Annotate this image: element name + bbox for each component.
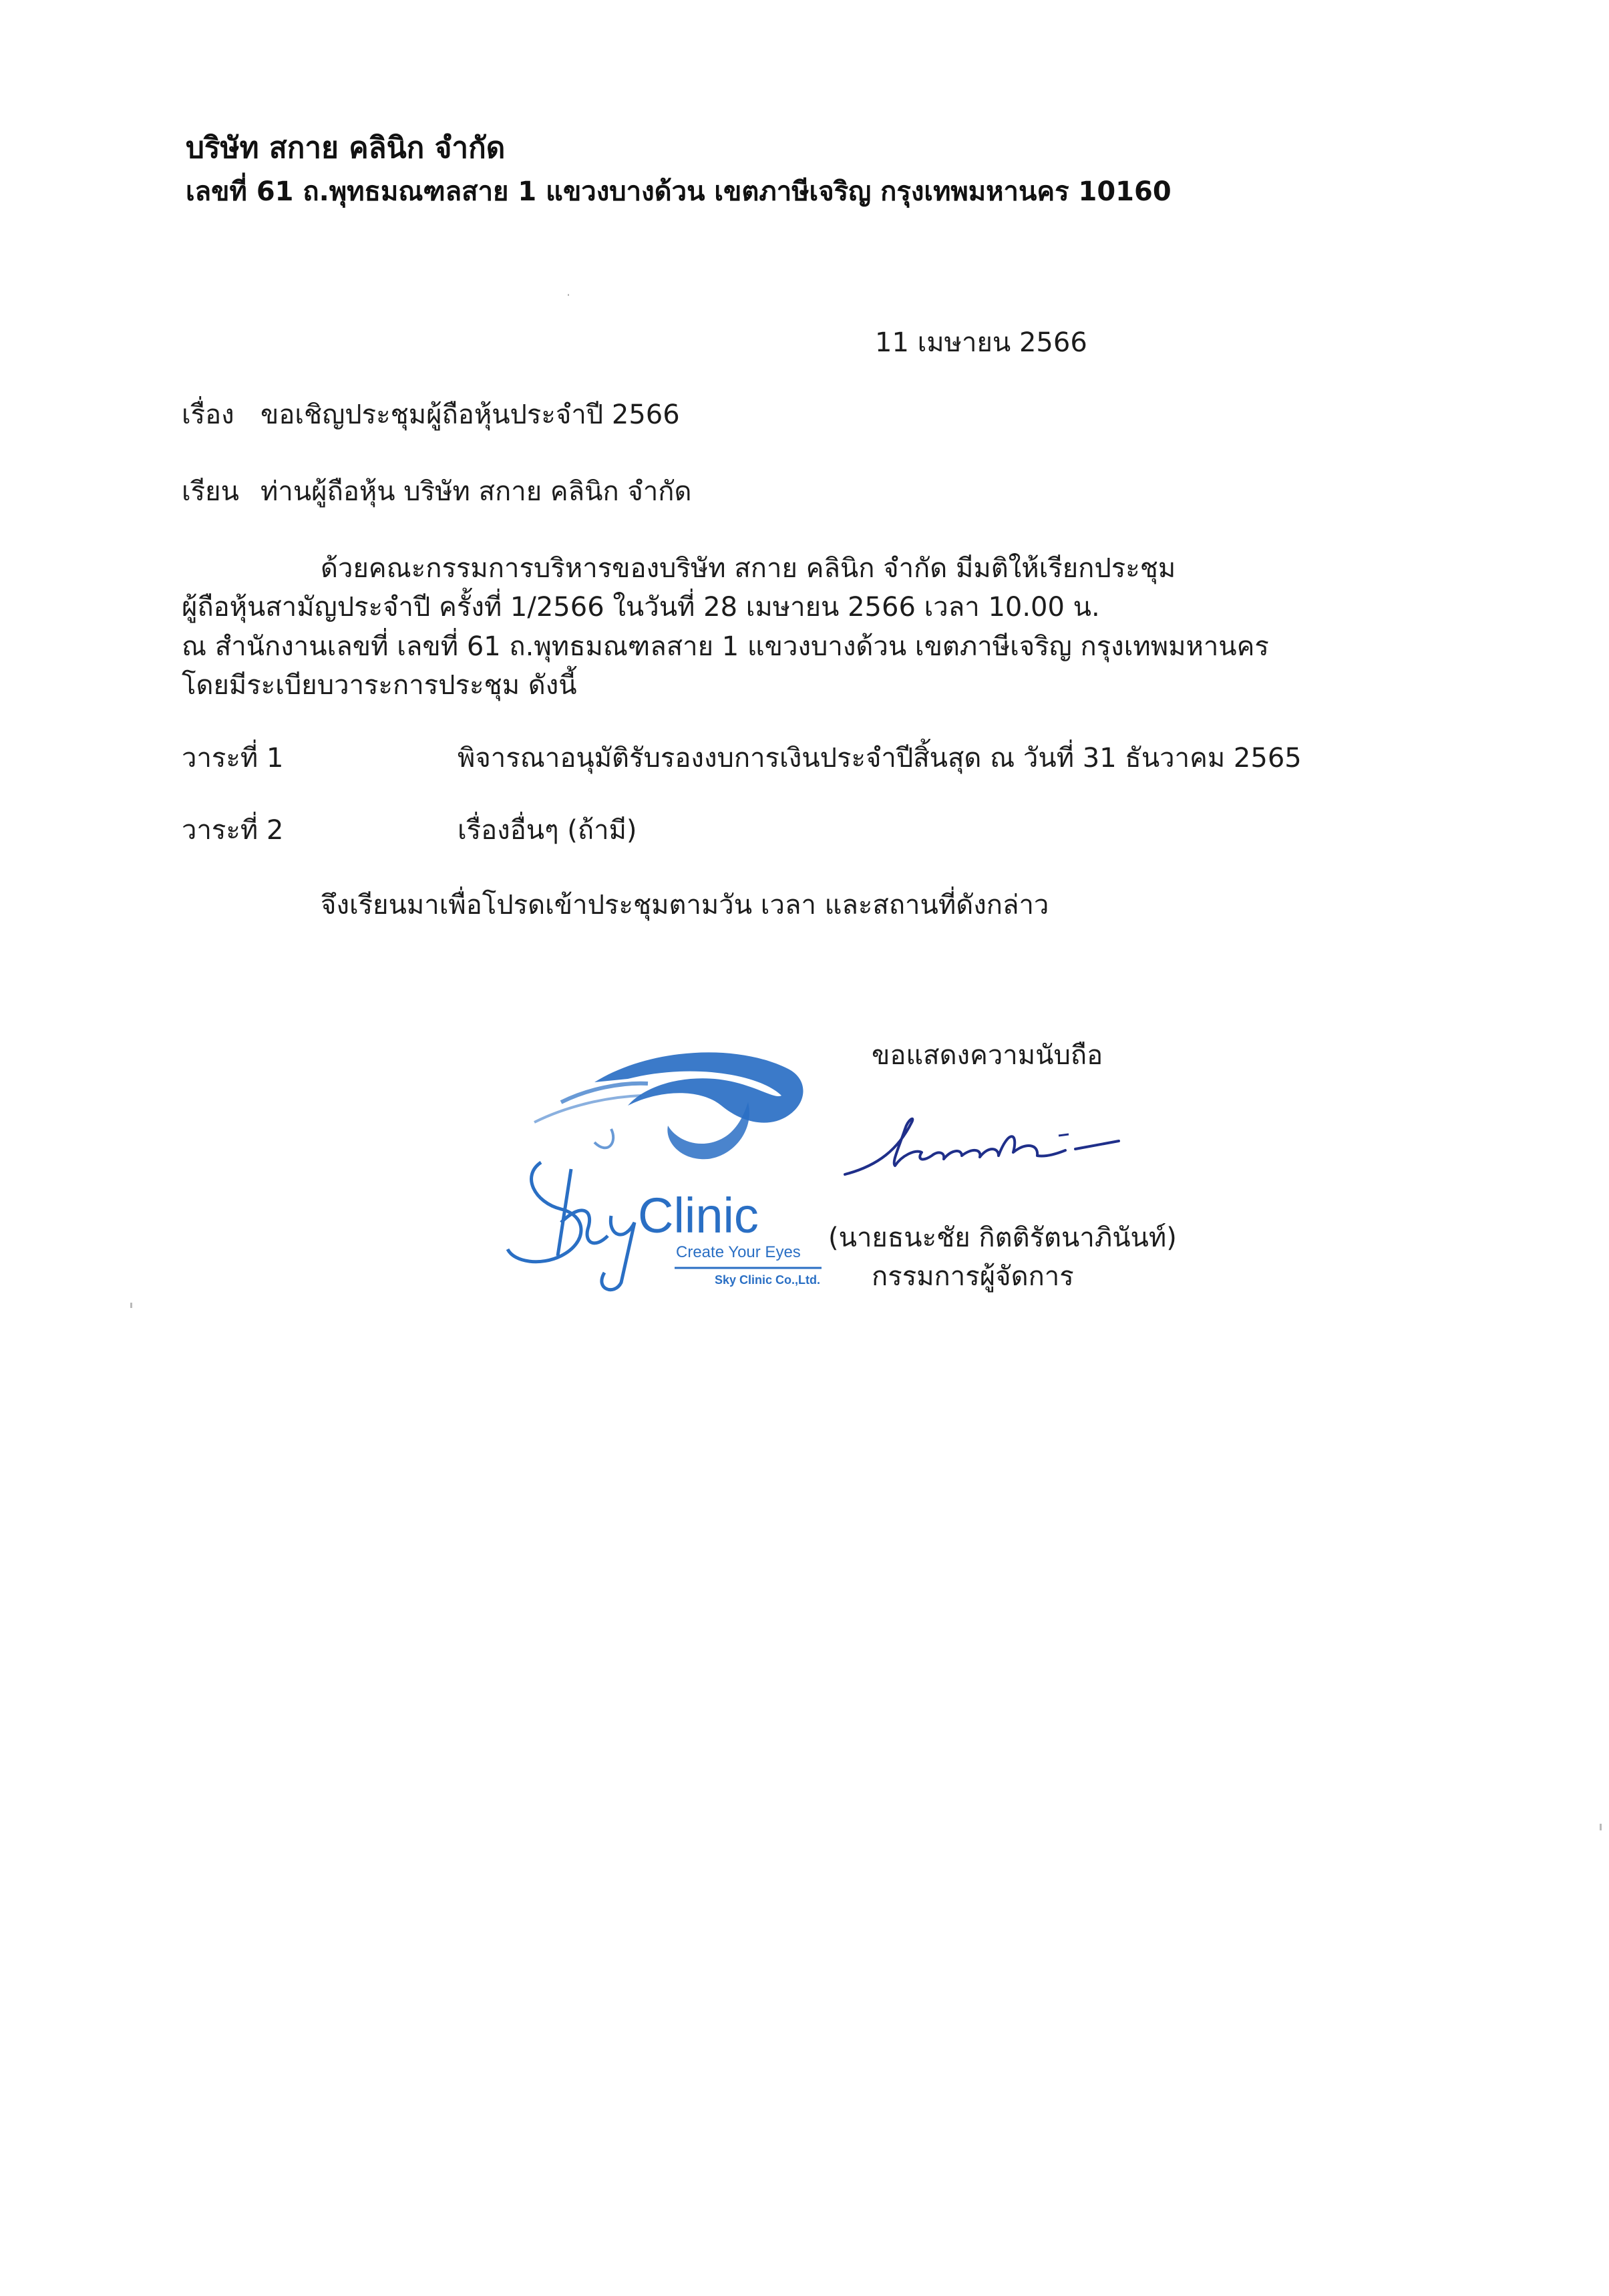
agenda-label: วาระที่ 2 — [182, 815, 284, 846]
company-name: บริษัท สกาย คลินิก จำกัด — [186, 131, 506, 165]
body-line: ด้วยคณะกรรมการบริหารของบริษัท สกาย คลินิก จำกัด มีมติให้เรียกประชุม — [321, 553, 1176, 584]
body-line: ณ สำนักงานเลขที่ เลขที่ 61 ถ.พุทธมณฑลสาย 1 แขวงบางด้วน เขตภาษีเจริญ กรุงเทพมหานคร — [182, 631, 1269, 662]
company-stamp — [494, 1042, 848, 1296]
scan-speck — [130, 1303, 132, 1308]
letter-date: 11 เมษายน 2566 — [875, 327, 1087, 358]
signer-name: (นายธนะชัย กิตติรัตนาภินันท์) — [828, 1222, 1177, 1253]
to-label: เรียน — [182, 476, 239, 507]
stamp-company: Sky Clinic Co.,Ltd. — [715, 1273, 821, 1287]
agenda-text: พิจารณาอนุมัติรับรองงบการเงินประจำปีสิ้นสุด ณ วันที่ 31 ธันวาคม 2565 — [458, 743, 1302, 774]
signature-icon — [838, 1102, 1132, 1202]
regards-text: ขอแสดงความนับถือ — [872, 1040, 1103, 1071]
eye-swoosh-icon — [494, 1042, 848, 1296]
company-address: เลขที่ 61 ถ.พุทธมณฑลสาย 1 แขวงบางด้วน เขตภาษีเจริญ กรุงเทพมหานคร 10160 — [186, 176, 1172, 207]
stamp-brand: Clinic — [638, 1188, 759, 1243]
body-line: ผู้ถือหุ้นสามัญประจำปี ครั้งที่ 1/2566 ในวันที่ 28 เมษายน 2566 เวลา 10.00 น. — [182, 592, 1100, 623]
to-text: ท่านผู้ถือหุ้น บริษัท สกาย คลินิก จำกัด — [260, 476, 692, 507]
body-line: โดยมีระเบียบวาระการประชุม ดังนี้ — [182, 670, 577, 701]
signature — [838, 1102, 1132, 1202]
subject-text: ขอเชิญประชุมผู้ถือหุ้นประจำปี 2566 — [260, 399, 680, 430]
scan-speck — [1600, 1824, 1602, 1830]
closing-text: จึงเรียนมาเพื่อโปรดเข้าประชุมตามวัน เวลา และสถานที่ดังกล่าว — [321, 890, 1049, 921]
agenda-label: วาระที่ 1 — [182, 743, 284, 774]
subject-label: เรื่อง — [182, 399, 234, 430]
signer-title: กรรมการผู้จัดการ — [872, 1261, 1074, 1292]
agenda-text: เรื่องอื่นๆ (ถ้ามี) — [458, 815, 637, 846]
scan-speck — [568, 294, 569, 296]
stamp-tagline: Create Your Eyes — [676, 1243, 801, 1261]
